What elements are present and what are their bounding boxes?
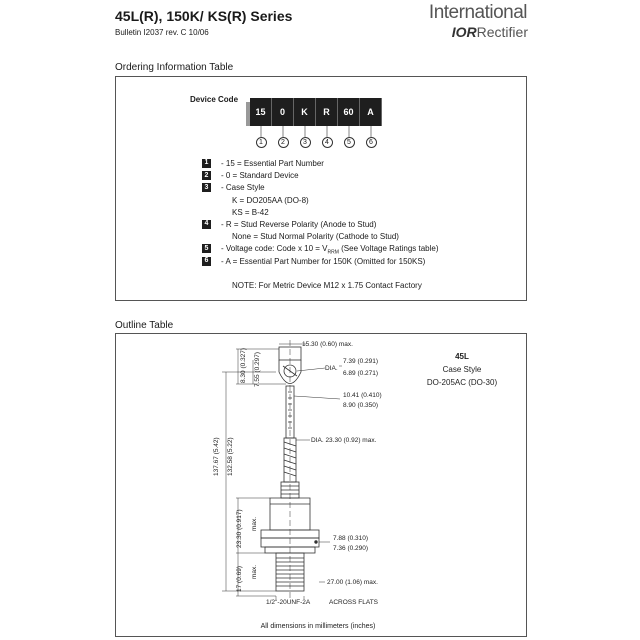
dim-v-body: 23.30 (0.917) bbox=[236, 509, 243, 548]
dim-v-stud-max: max. bbox=[251, 564, 258, 579]
legend-subscript: RRM bbox=[327, 249, 339, 256]
thread-lines bbox=[276, 558, 304, 586]
outline-case-code: DO-205AC (DO-30) bbox=[426, 378, 498, 387]
legend-text-tail: (See Voltage Ratings table) bbox=[338, 244, 439, 254]
legend-number-badge: 3 bbox=[202, 183, 211, 192]
ordering-section-title: Ordering Information Table bbox=[115, 62, 234, 73]
code-position-circle: 4 bbox=[322, 137, 333, 148]
outline-model: 45L bbox=[455, 352, 469, 361]
code-cell: 15 bbox=[250, 98, 272, 126]
bulletin-info: Bulletin I2037 rev. C 10/06 bbox=[115, 28, 209, 37]
dim-v-body-max: max. bbox=[251, 516, 258, 531]
legend-number-badge: 6 bbox=[202, 257, 211, 266]
dim-v-len1: 137.67 (5.42) bbox=[213, 437, 220, 476]
legend-text-main: None = Stud Normal Polarity (Cathode to Stud) bbox=[232, 232, 399, 242]
code-cell: R bbox=[316, 98, 338, 126]
outline-case-style: Case Style bbox=[442, 365, 482, 374]
code-position-circle: 5 bbox=[344, 137, 355, 148]
logo-international: International bbox=[428, 2, 527, 23]
device-code-label: Device Code bbox=[190, 95, 239, 104]
dim-body-dia: DIA. 23.30 (0.92) max. bbox=[311, 437, 377, 444]
dim-flats: 27.00 (1.06) max. bbox=[327, 579, 378, 586]
legend-text-main: K = DO205AA (DO-8) bbox=[232, 195, 309, 205]
legend-number-badge: 5 bbox=[202, 244, 211, 253]
outline-section-title: Outline Table bbox=[115, 320, 174, 331]
legend-number-badge: 2 bbox=[202, 171, 211, 180]
code-position-circle: 3 bbox=[300, 137, 311, 148]
logo-rectifier-text: Rectifier bbox=[476, 24, 528, 40]
document-title: 45L(R), 150K/ KS(R) Series bbox=[115, 8, 293, 24]
legend-number-badge: 4 bbox=[202, 220, 211, 229]
legend-text-main: - 15 = Essential Part Number bbox=[221, 159, 324, 168]
code-cell: 0 bbox=[272, 98, 294, 126]
dim-across-flats: ACROSS FLATS bbox=[329, 599, 379, 606]
dim-hex-2: 7.36 (0.290) bbox=[333, 545, 369, 552]
outline-footer: All dimensions in millimeters (inches) bbox=[260, 623, 376, 630]
legend-text-main: KS = B-42 bbox=[232, 207, 269, 217]
legend-text-main: - Voltage code: Code x 10 = V bbox=[221, 244, 328, 254]
legend-text-main: - R = Stud Reverse Polarity (Anode to Stud) bbox=[221, 219, 377, 229]
dim-dia-a2: 6.89 (0.271) bbox=[343, 370, 379, 377]
dim-thread: 1/2"-20UNF-2A bbox=[266, 599, 311, 606]
dim-dia-label: DIA. bbox=[325, 365, 338, 372]
dim-v-top2: 7.55 (0.297) bbox=[254, 351, 261, 387]
dim-lead-2: 8.90 (0.350) bbox=[343, 402, 379, 409]
dim-top-width: 15.30 (0.60) max. bbox=[302, 341, 353, 348]
dim-lead-1: 10.41 (0.410) bbox=[343, 392, 382, 399]
legend-text-main: - 0 = Standard Device bbox=[221, 171, 299, 181]
logo-mark: IOR bbox=[451, 24, 477, 40]
dim-v-len2: 132.58 (5.22) bbox=[227, 437, 234, 476]
code-position-circle: 2 bbox=[278, 137, 289, 148]
code-cell: 60 bbox=[338, 98, 360, 126]
legend-text-main: - A = Essential Part Number for 150K (Omitted for 150KS) bbox=[221, 256, 426, 266]
ordering-note: NOTE: For Metric Device M12 x 1.75 Contact Factory bbox=[232, 281, 422, 290]
code-cell: K bbox=[294, 98, 316, 126]
legend-text-main: - Case Style bbox=[221, 183, 265, 193]
legend-number-badge: 1 bbox=[202, 159, 211, 168]
code-position-circle: 6 bbox=[366, 137, 377, 148]
dim-dia-a1: 7.39 (0.291) bbox=[343, 358, 379, 365]
dim-v-top1: 8.30 (0.327) bbox=[240, 347, 247, 383]
code-cell: A bbox=[360, 98, 382, 126]
dim-v-stud: 17 (0.69) bbox=[236, 565, 243, 592]
hex-dot bbox=[315, 541, 318, 544]
code-position-circle: 1 bbox=[256, 137, 267, 148]
dim-hex-1: 7.88 (0.310) bbox=[333, 535, 369, 542]
